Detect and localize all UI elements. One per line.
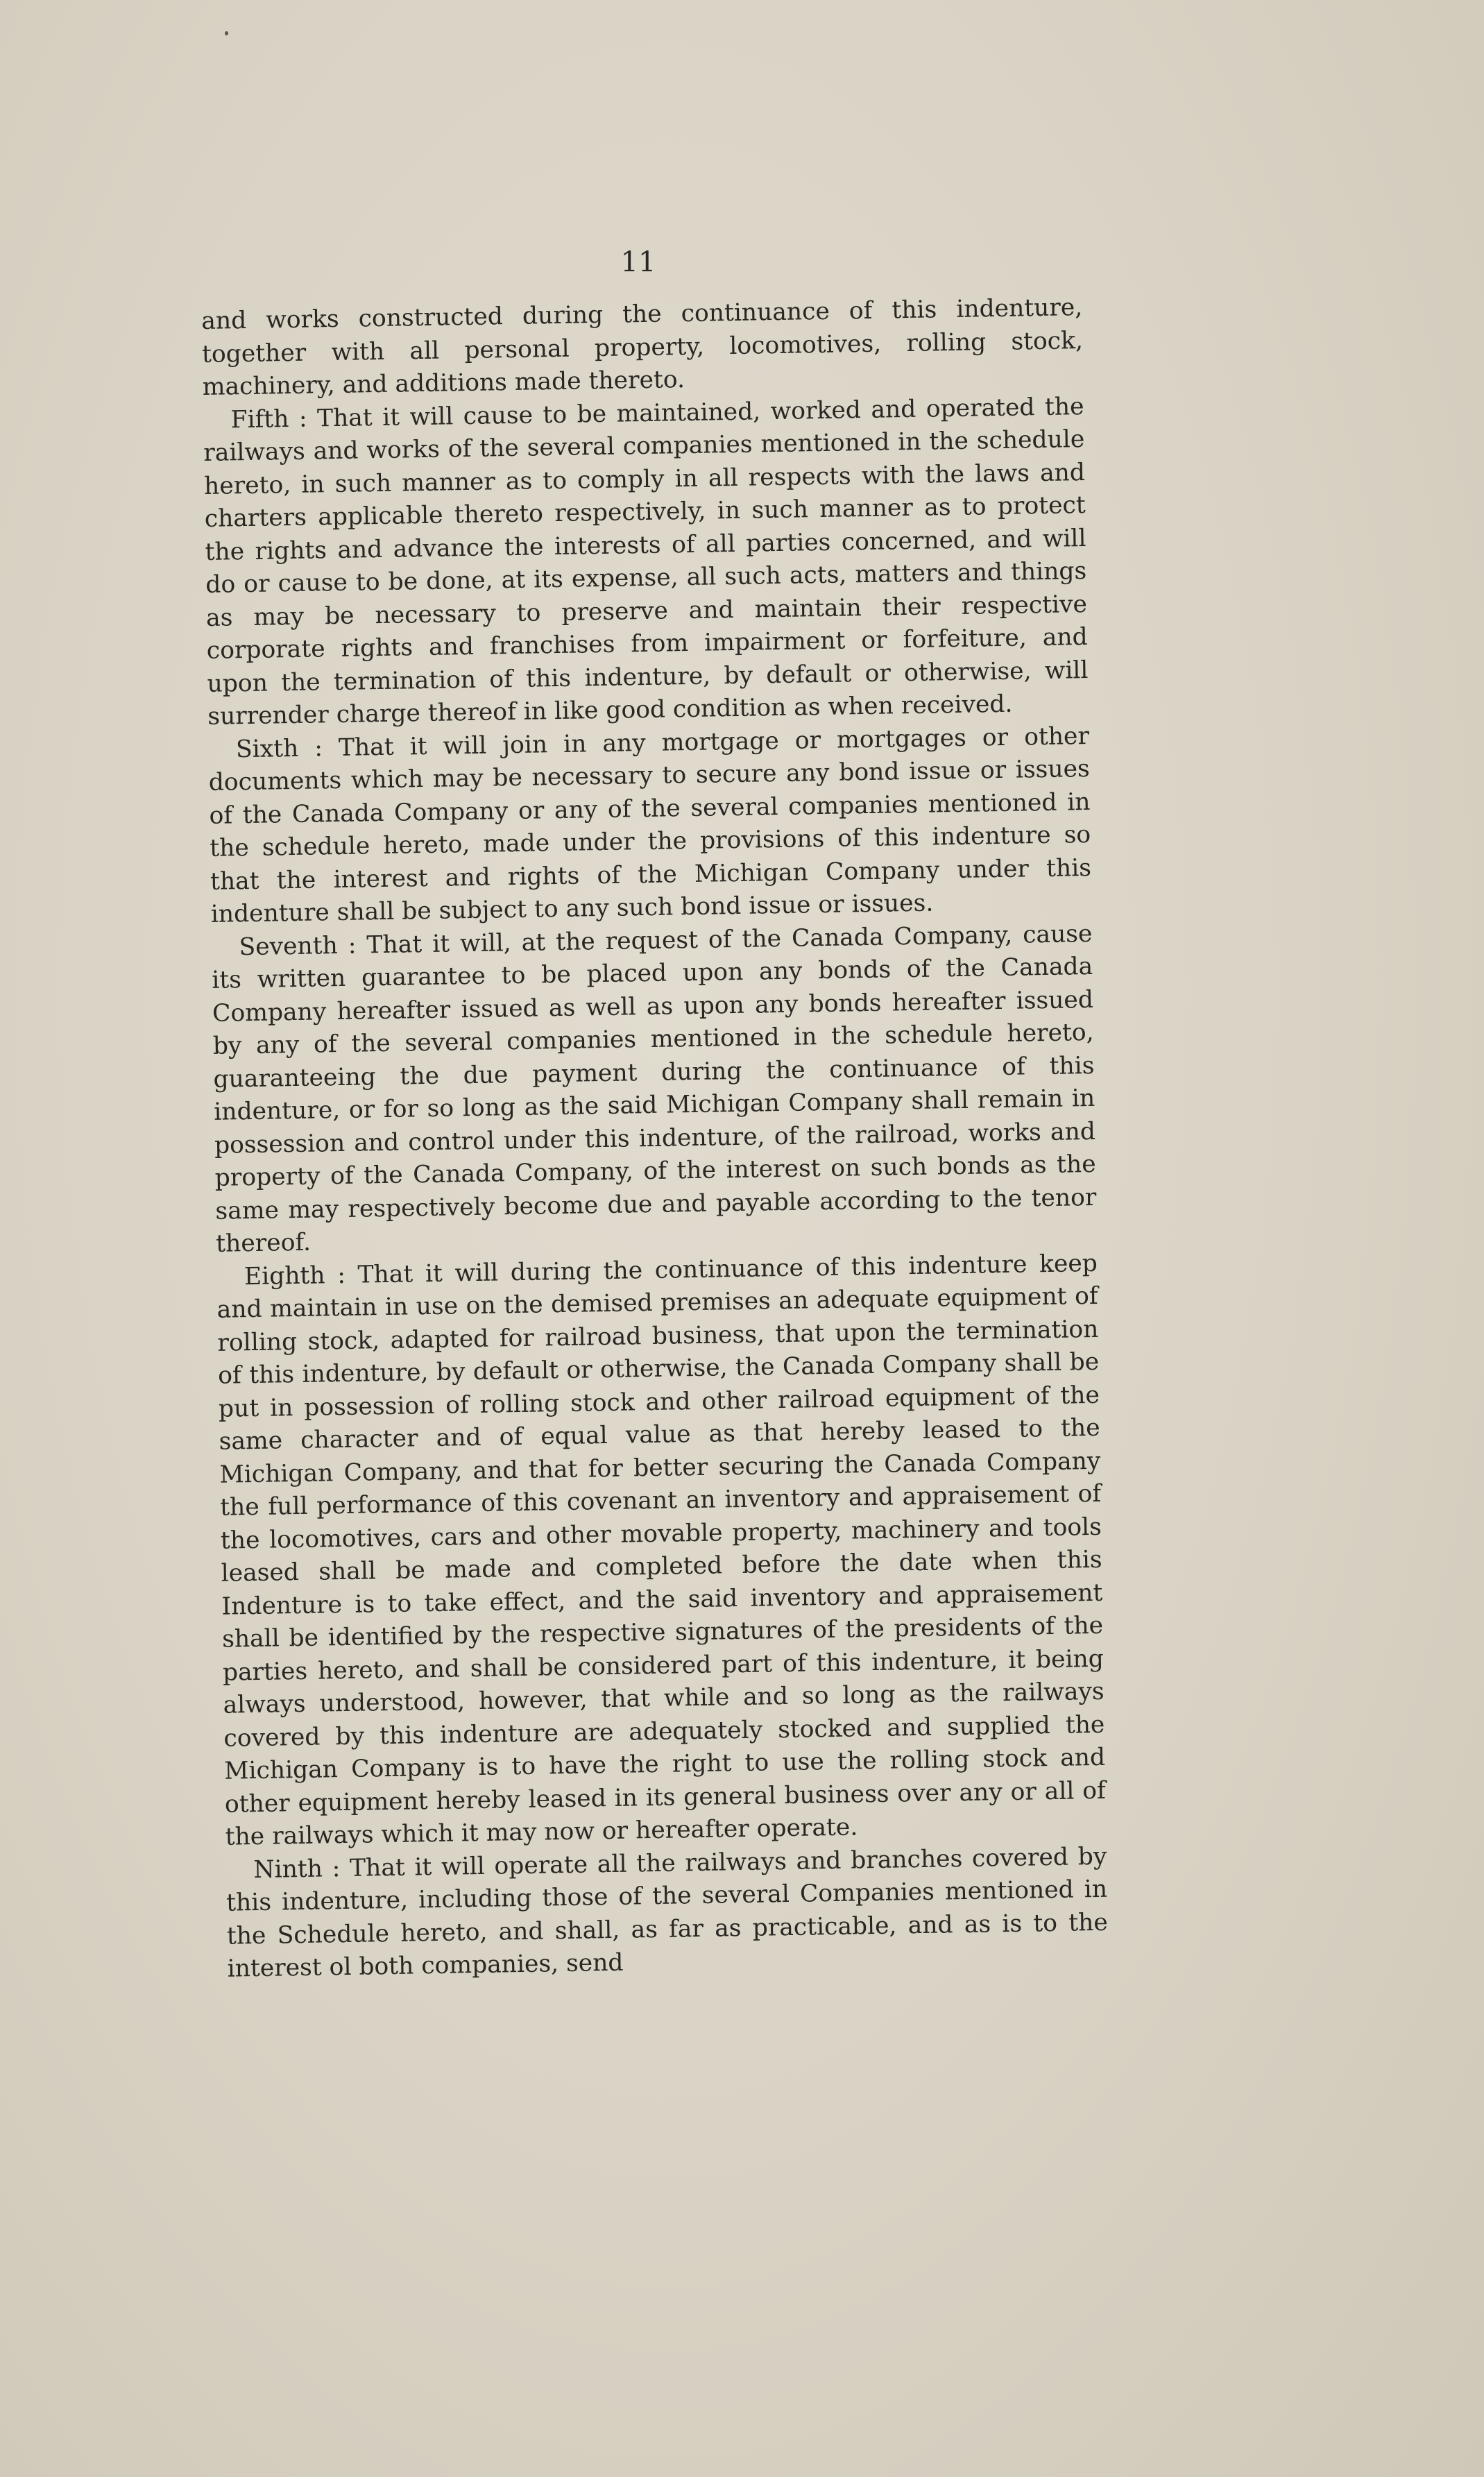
paragraph-fifth: Fifth : That it will cause to be maintained, worked and operated the railways and works of the several companies mentioned in the schedule hereto, in such manner as to comply in all respects with the laws and charters applicable thereto respectively, in such manner as to protect the rights and advance the interests of all parties concerned, and will do or cause to be done, at its expense, all such acts, matters and things as may be necessary to preserve and maintain their respective corporate rights and franchises from impairment or forfeiture, and upon the termination of this indenture, by default or otherwise, will surrender charge thereof in like good condition as when received. (203, 392, 1089, 731)
paragraph-continuation: and works constructed during the continuance of this indenture, together with all personal property, locomotives, rolling stock, machinery, and additions made thereto. (201, 293, 1084, 401)
page-number: 11 (620, 246, 656, 278)
paragraph-sixth: Sixth : That it will join in any mortgage or mortgages or other documents which may be necessary to secure any bond issue or issues of the Canada Company or any of the several companies mentioned in the schedule hereto, made under the provisions of this indenture so that the interest and rights of the Michigan Company under this indenture shall be subject to any such bond issue or issues. (208, 722, 1092, 928)
paper-speck (225, 31, 228, 35)
paragraph-ninth: Ninth : That it will operate all the railways and branches covered by this indenture, including those of the several Companies mentioned in the Schedule hereto, and shall, as far as practicable, and as is to the interest ol both companies, send (225, 1842, 1109, 1983)
paragraph-eighth: Eighth : That it will during the continuance of this indenture keep and maintain in use on the demised premises an adequate equipment of rolling stock, adapted for railroad business, that upon the termination of this indenture, by default or otherwise, the Canada Company shall be put in possession of rolling stock and other railroad equipment of the same character and of equal value as that hereby leased to the Michigan Company, and that for better securing the Canada Company the full performance of this covenant an inventory and appraisement of the locomotives, cars and other movable property, machinery and tools leased shall be made and completed before the date when this Indenture is to take effect, and the said inventory and appraisement shall be identified by the respective signatures of the presidents of the parties hereto, and shall be considered part of this indenture, it being always understood, however, that while and so long as the railways covered by this indenture are adequately stocked and supplied the Michigan Company is to have the right to use the rolling stock and other equipment hereby leased in its general business over any or all of the railways which it may now or hereafter operate. (216, 1249, 1107, 1851)
paragraph-seventh: Seventh : That it will, at the request of the Canada Company, cause its written guarantee to be placed upon any bonds of the Canada Company hereafter issued as well as upon any bonds hereafter issued by any of the several companies mentioned in the schedule hereto, guaranteeing the due payment during the continuance of this indenture, or for so long as the said Michigan Company shall remain in possession and control under this indenture, of the railroad, works and property of the Canada Company, of the interest on such bonds as the same may respectively become due and payable according to the tenor thereof. (211, 919, 1097, 1258)
body-text (201, 291, 1109, 1986)
